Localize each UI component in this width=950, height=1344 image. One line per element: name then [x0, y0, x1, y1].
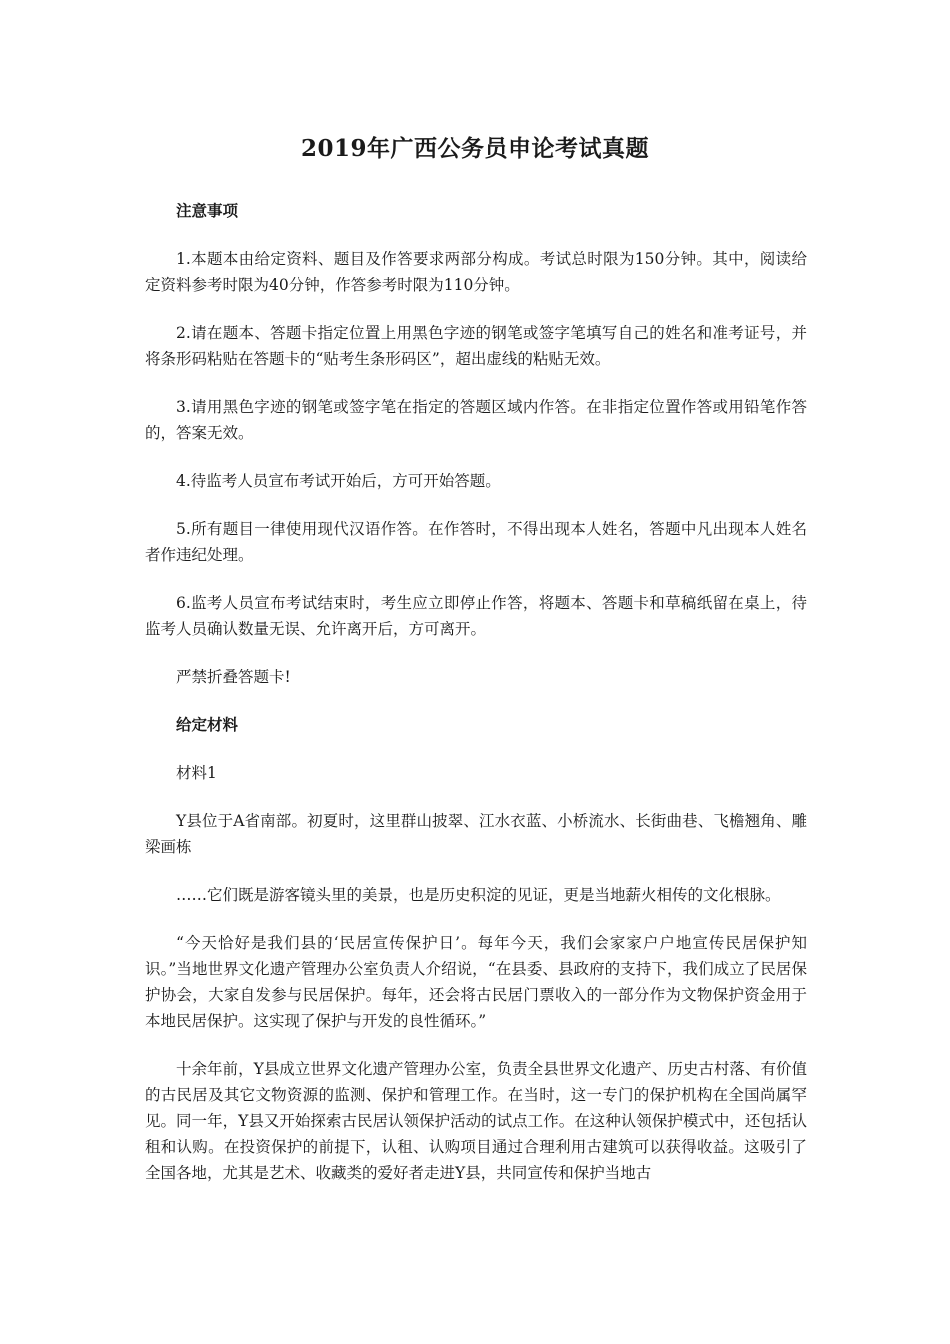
warning-text: 严禁折叠答题卡!: [176, 668, 291, 686]
notice-item: 6.监考人员宣布考试结束时，考生应立即停止作答，将题本、答题卡和草稿纸留在桌上，待监考人员确认数量无误、允许离开后，方可离开。: [145, 594, 807, 638]
notice-item: 2.请在题本、答题卡指定位置上用黑色字迹的钢笔或签字笔填写自己的姓名和准考证号，并将条形码粘贴在答题卡的“贴考生条形码区”，超出虚线的粘贴无效。: [145, 324, 807, 368]
material-paragraph: Y县位于A省南部。初夏时，这里群山披翠、江水衣蓝、小桥流水、长街曲巷、飞檐翘角、雕梁画栋: [145, 812, 807, 856]
notice-item: 5.所有题目一律使用现代汉语作答。在作答时，不得出现本人姓名，答题中凡出现本人姓名者作违纪处理。: [145, 520, 807, 564]
document-title: 2019年广西公务员申论考试真题: [300, 135, 649, 162]
notice-item: 4.待监考人员宣布考试开始后，方可开始答题。: [176, 472, 501, 490]
notice-item: 3.请用黑色字迹的钢笔或签字笔在指定的答题区域内作答。在非指定位置作答或用铅笔作答的，答案无效。: [145, 398, 807, 442]
material-paragraph: 十余年前，Y县成立世界文化遗产管理办公室，负责全县世界文化遗产、历史古村落、有价值的古民居及其它文物资源的监测、保护和管理工作。在当时，这一专门的保护机构在全国尚属罕见。同一年，Y县又开始探索古民居认领保护活动的试点工作。在这种认领保护模式中，还包括认租和认购。在投资保护的前提下，认租、认购项目通过合理利用古建筑可以获得收益。这吸引了全国各地，尤其是艺术、收藏类的爱好者走进Y县，共同宣传和保护当地古: [145, 1060, 807, 1182]
notice-heading: 注意事项: [176, 201, 239, 220]
notice-item: 1.本题本由给定资料、题目及作答要求两部分构成。考试总时限为150分钟。其中，阅读给定资料参考时限为40分钟，作答参考时限为110分钟。: [145, 250, 807, 294]
materials-heading: 给定材料: [176, 715, 239, 734]
material-paragraph: “今天恰好是我们县的‘民居宣传保护日’。每年今天，我们会家家户户地宣传民居保护知识。”当地世界文化遗产管理办公室负责人介绍说，“在县委、县政府的支持下，我们成立了民居保护协会，大家自发参与民居保护。每年，还会将古民居门票收入的一部分作为文物保护资金用于本地民居保护。这实现了保护与开发的良性循环。”: [145, 934, 807, 1030]
material1-label: 材料1: [176, 764, 217, 782]
document-body: [145, 198, 807, 1208]
material-paragraph: ……它们既是游客镜头里的美景，也是历史积淀的见证，更是当地薪火相传的文化根脉。: [176, 886, 781, 904]
